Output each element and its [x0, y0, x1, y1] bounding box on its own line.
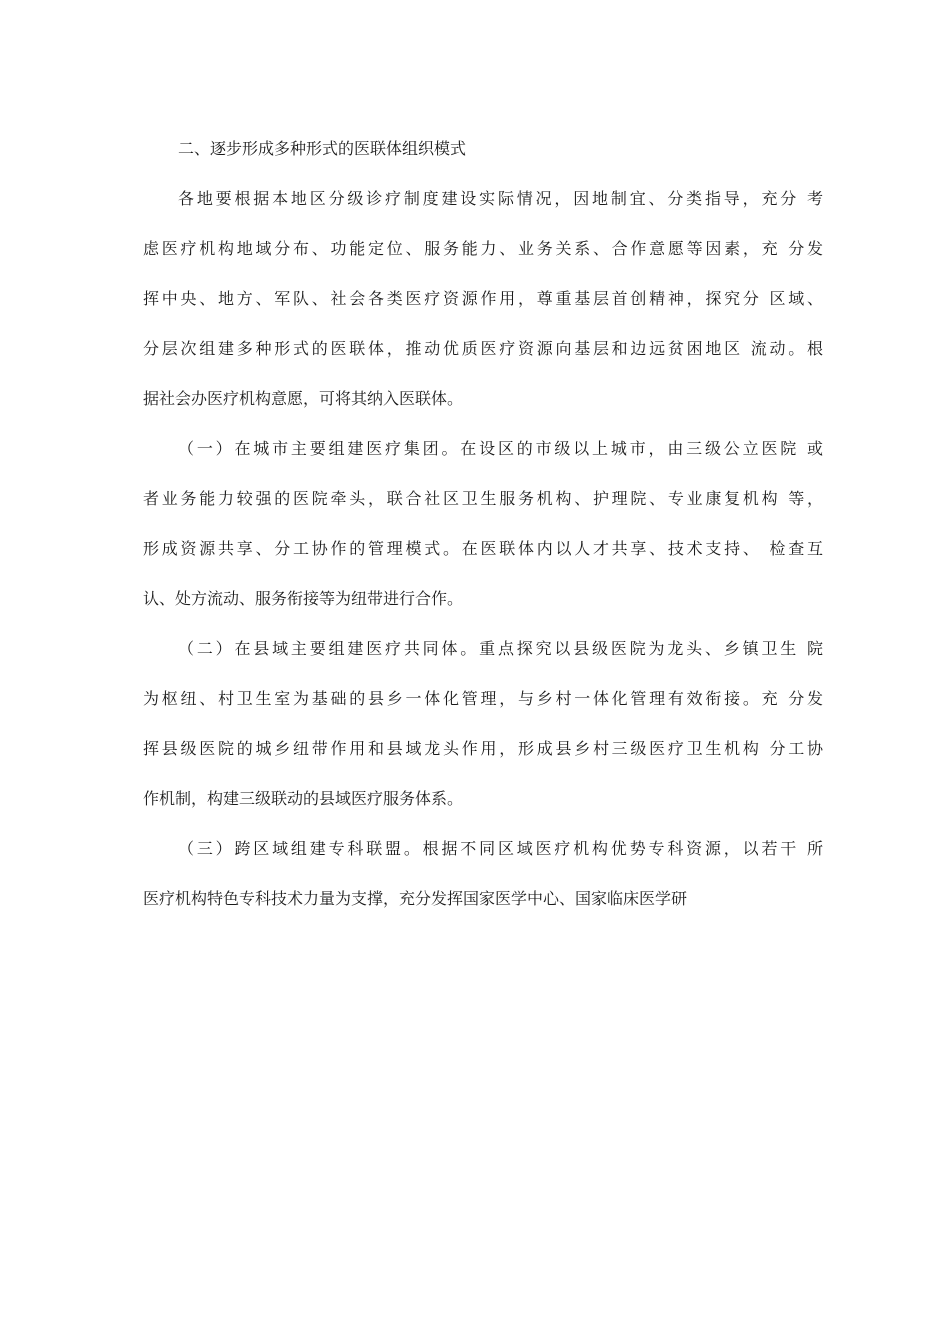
paragraph-line: 挥县级医院的城乡纽带作用和县域龙头作用，形成县乡村三级医疗卫生机构 分工协 [143, 739, 823, 758]
paragraph-line: 挥中央、地方、军队、社会各类医疗资源作用，尊重基层首创精神，探究分 区域、 [143, 289, 823, 308]
paragraph-line: 形成资源共享、分工协作的管理模式。在医联体内以人才共享、技术支持、 检查互 [143, 539, 823, 558]
paragraph-line: 虑医疗机构地域分布、功能定位、服务能力、业务关系、合作意愿等因素，充 分发 [143, 239, 823, 258]
paragraph-line: （二）在县域主要组建医疗共同体。重点探究以县级医院为龙头、乡镇卫生 院 [178, 639, 823, 658]
paragraph-line: 据社会办医疗机构意愿，可将其纳入医联体。 [143, 389, 464, 408]
paragraph-line: 医疗机构特色专科技术力量为支撑，充分发挥国家医学中心、国家临床医学研 [143, 889, 688, 908]
paragraph-line: 者业务能力较强的医院牵头，联合社区卫生服务机构、护理院、专业康复机构 等， [143, 489, 823, 508]
paragraph-line: （一）在城市主要组建医疗集团。在设区的市级以上城市，由三级公立医院 或 [178, 439, 823, 458]
paragraph-line: 各地要根据本地区分级诊疗制度建设实际情况，因地制宜、分类指导，充分 考 [178, 189, 823, 208]
paragraph-line: （三）跨区域组建专科联盟。根据不同区域医疗机构优势专科资源，以若干 所 [178, 839, 823, 858]
paragraph-line: 分层次组建多种形式的医联体，推动优质医疗资源向基层和边远贫困地区 流动。根 [143, 339, 823, 358]
section-heading: 二、逐步形成多种形式的医联体组织模式 [178, 139, 467, 158]
paragraph-line: 认、处方流动、服务衔接等为纽带进行合作。 [143, 589, 464, 608]
paragraph-line: 作机制，构建三级联动的县域医疗服务体系。 [143, 789, 464, 808]
paragraph-line: 为枢纽、村卫生室为基础的县乡一体化管理，与乡村一体化管理有效衔接。充 分发 [143, 689, 823, 708]
